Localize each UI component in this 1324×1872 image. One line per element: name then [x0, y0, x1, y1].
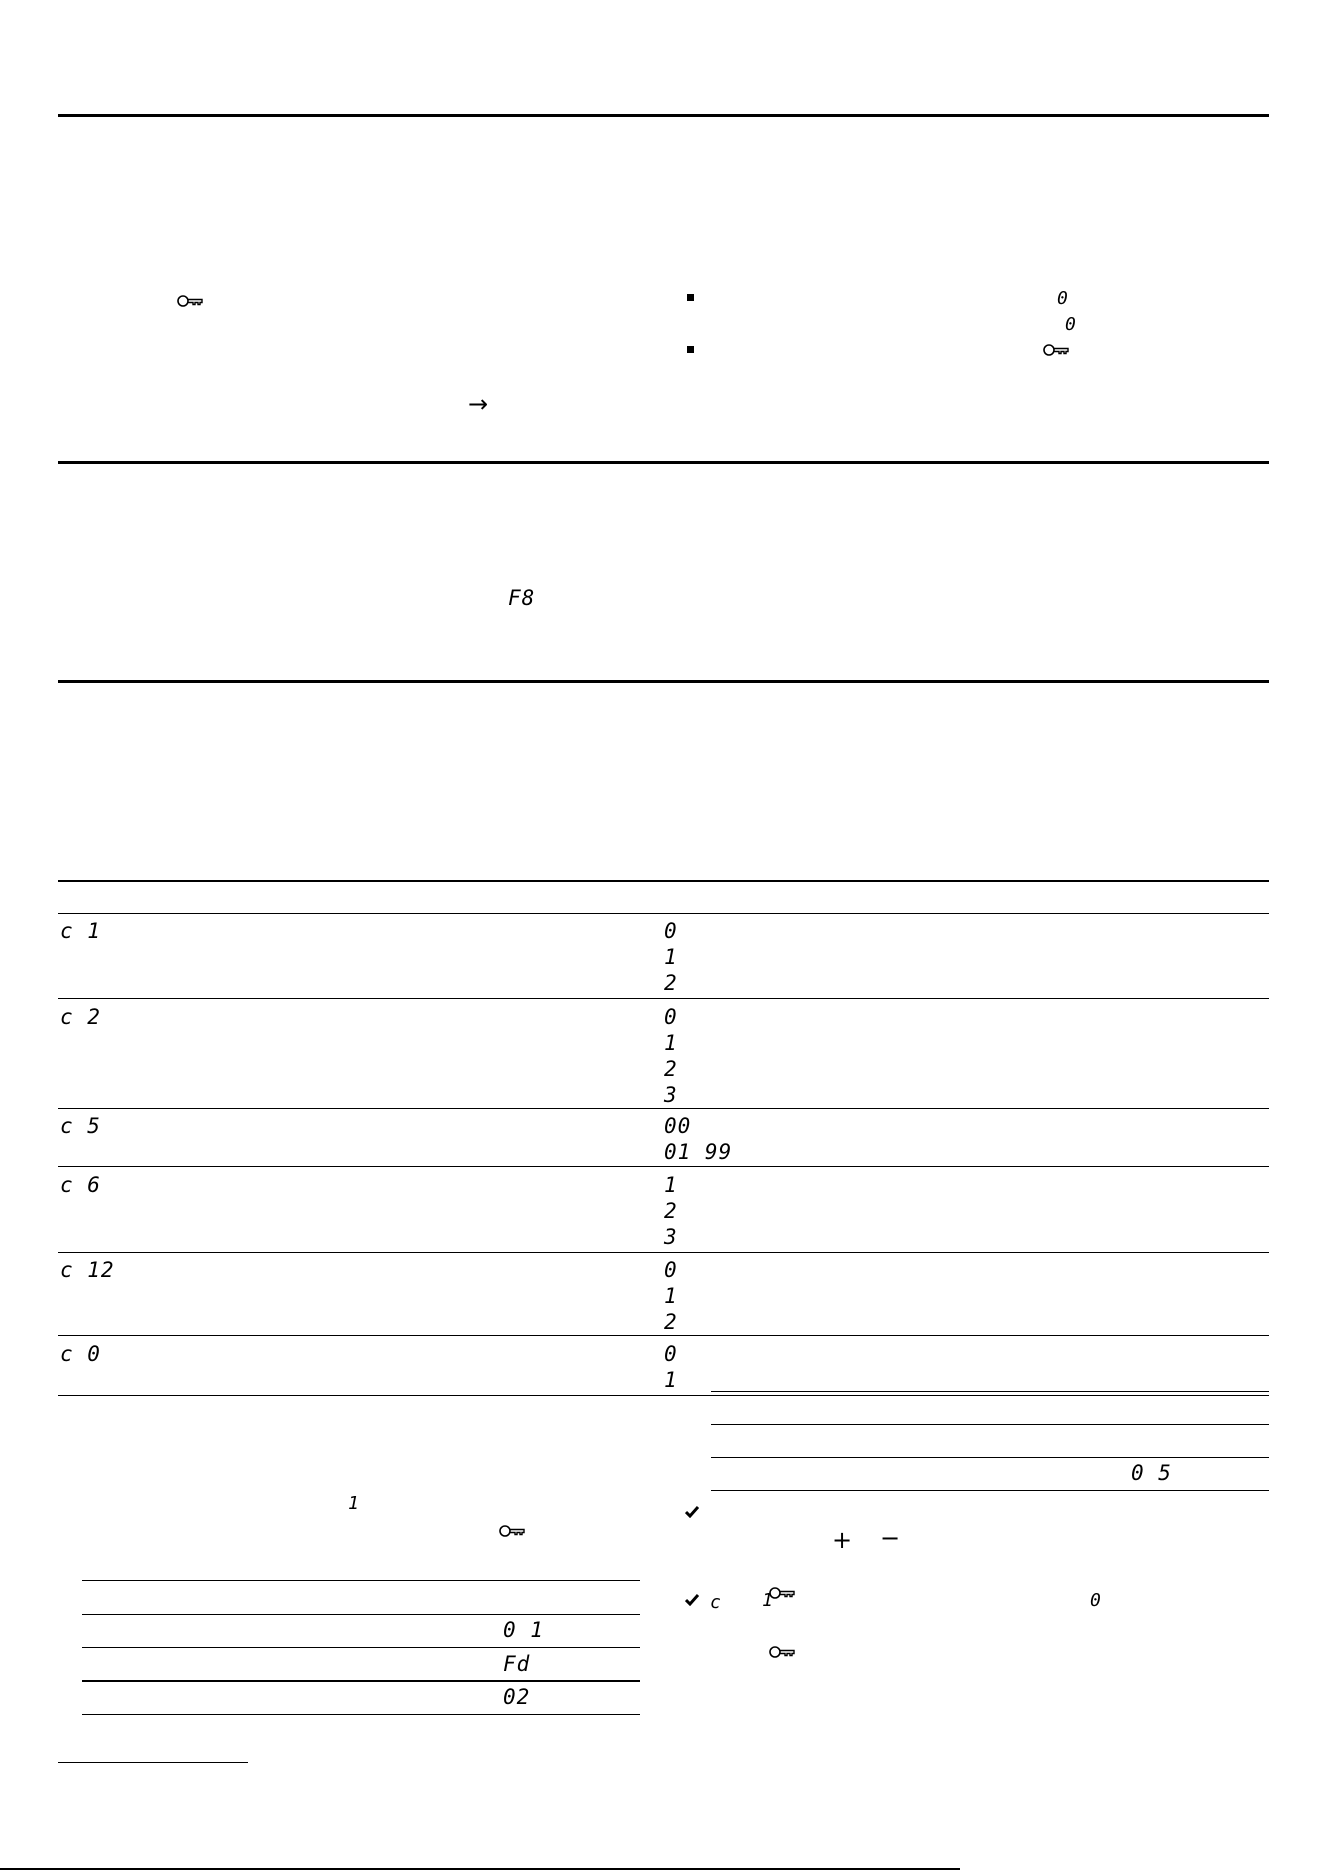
setting-code: c 0 [60, 1342, 101, 1366]
key-icon [498, 1524, 526, 1538]
setting-value: 2 [664, 1310, 678, 1334]
setting-value: 0 [664, 1342, 678, 1366]
step-value: 0 [1090, 1590, 1102, 1611]
setting-value: 0 [664, 919, 678, 943]
lock-item-value-b: 0 [1065, 314, 1077, 335]
footer-rule [0, 1868, 960, 1870]
setting-code: c 6 [60, 1173, 101, 1197]
check-icon [685, 1506, 699, 1518]
table-bottom-border [58, 1395, 1269, 1396]
setting-code: c 12 [60, 1258, 115, 1282]
small-table-value: Fd [503, 1652, 531, 1676]
right-table-value: 0 5 [1131, 1461, 1172, 1485]
footnote-divider [58, 1762, 248, 1763]
small-table-value: 0 1 [503, 1618, 544, 1642]
key-icon [1042, 343, 1070, 357]
error-code: F8 [508, 586, 536, 610]
row-divider [711, 1457, 1269, 1458]
setting-value: 1 [664, 1173, 678, 1197]
setting-value: 1 [664, 1368, 678, 1392]
bullet-icon [687, 346, 694, 353]
setting-code: c 1 [60, 919, 101, 943]
setting-value: 1 [664, 1031, 678, 1055]
arrow-right-icon: → [468, 390, 489, 418]
setting-value: 1 [664, 1284, 678, 1308]
section-divider-error [58, 461, 1269, 464]
small-table-value: 02 [503, 1685, 531, 1709]
setting-value: 3 [664, 1083, 678, 1107]
table-top-border [58, 880, 1269, 882]
right-table-header-border [711, 1424, 1269, 1425]
setting-value: 1 [664, 945, 678, 969]
setting-code: c 5 [60, 1114, 101, 1138]
key-icon [176, 294, 204, 308]
section-divider-top [58, 114, 1269, 117]
setting-value: 0 [664, 1005, 678, 1029]
step-index: 1 [762, 1590, 774, 1611]
setting-code: c 2 [60, 1005, 101, 1029]
setting-value: 3 [664, 1225, 678, 1249]
bullet-icon [687, 294, 694, 301]
row-divider [82, 1647, 640, 1648]
setting-value: 00 [664, 1114, 692, 1138]
check-icon [685, 1594, 699, 1606]
row-divider [58, 1252, 1269, 1253]
setting-value: 2 [664, 971, 678, 995]
small-table-bottom-border [82, 1714, 640, 1715]
row-divider [58, 1108, 1269, 1109]
setting-value: 0 [664, 1258, 678, 1282]
key-icon [768, 1645, 796, 1659]
setting-value: 2 [664, 1057, 678, 1081]
minus-icon: − [880, 1524, 901, 1552]
setting-value: 01 99 [664, 1140, 733, 1164]
step-value: 1 [348, 1493, 360, 1514]
setting-value: 2 [664, 1199, 678, 1223]
step-code: c [710, 1592, 722, 1613]
section-divider-settings [58, 680, 1269, 683]
row-divider [82, 1680, 640, 1682]
lock-item-value-a: 0 [1057, 288, 1069, 309]
row-divider [58, 1166, 1269, 1167]
row-divider [58, 1335, 1269, 1336]
row-divider [58, 998, 1269, 999]
table-header-border [58, 913, 1269, 914]
small-table-top-border [82, 1580, 640, 1581]
right-table-bottom-border [711, 1490, 1269, 1491]
plus-icon: + [832, 1526, 853, 1554]
small-table-header-border [82, 1614, 640, 1615]
right-table-top-border [711, 1391, 1269, 1392]
